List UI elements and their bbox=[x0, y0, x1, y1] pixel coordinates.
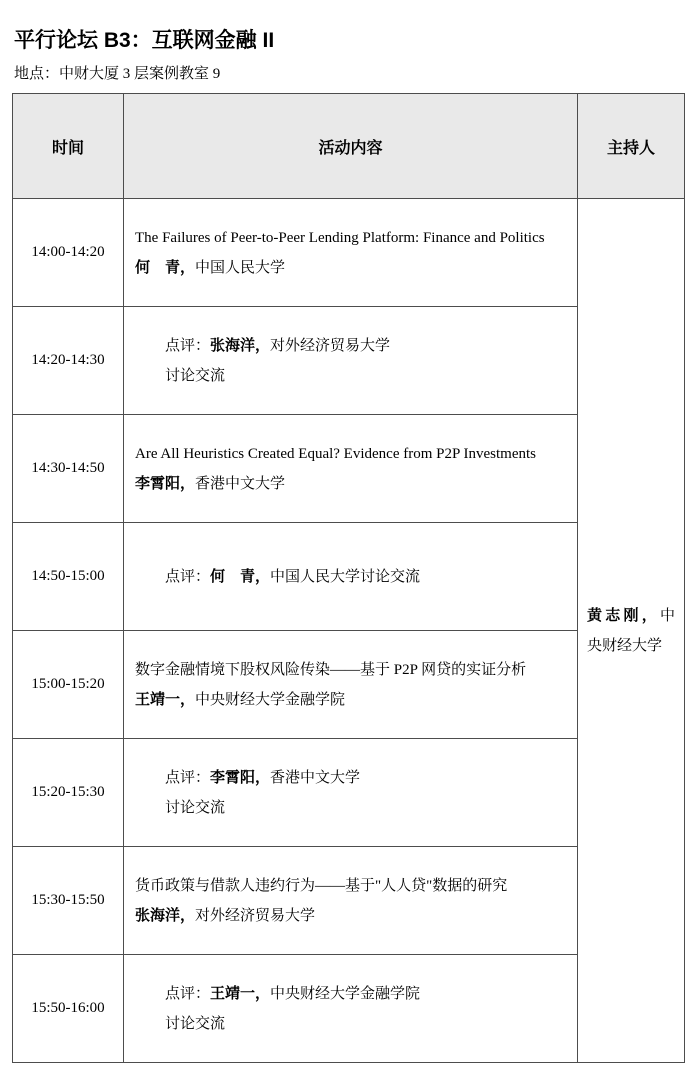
content-cell bbox=[124, 523, 578, 631]
speaker-affiliation: 对外经济贸易大学 bbox=[270, 337, 391, 354]
speaker-line bbox=[135, 469, 566, 499]
content-cell bbox=[124, 415, 578, 523]
speaker-affiliation: 中国人民大学讨论交流 bbox=[270, 568, 421, 585]
discussion-line: 讨论交流 bbox=[165, 367, 226, 384]
speaker-line bbox=[135, 901, 566, 931]
time-cell: 15:00-15:20 bbox=[13, 631, 124, 739]
speaker-name: 张海洋， bbox=[210, 336, 271, 354]
comment-label: 点评： bbox=[165, 337, 211, 354]
speaker-affiliation: 中国人民大学 bbox=[195, 259, 286, 276]
comment-line bbox=[165, 562, 566, 592]
discussion-line: 讨论交流 bbox=[165, 1015, 226, 1032]
comment-block bbox=[135, 331, 566, 391]
speaker-affiliation: 香港中文大学 bbox=[270, 769, 361, 786]
talk-title: Are All Heuristics Created Equal? Evidence from P2P Investments bbox=[135, 445, 537, 462]
content-cell bbox=[124, 955, 578, 1063]
location-line: 地点：中财大厦 3 层案例教室 9 bbox=[14, 66, 221, 82]
speaker-line bbox=[135, 253, 566, 283]
time-cell: 15:20-15:30 bbox=[13, 739, 124, 847]
comment-line bbox=[165, 763, 566, 793]
comment-label: 点评： bbox=[165, 568, 211, 585]
header-content: 活动内容 bbox=[124, 94, 578, 199]
time-cell: 14:20-14:30 bbox=[13, 307, 124, 415]
speaker-affiliation: 中央财经大学金融学院 bbox=[195, 691, 346, 708]
table-row bbox=[13, 199, 685, 307]
speaker-affiliation: 中央财经大学金融学院 bbox=[270, 985, 421, 1002]
comment-block bbox=[135, 763, 566, 823]
speaker-line bbox=[135, 685, 566, 715]
speaker-name: 何 青， bbox=[210, 567, 271, 585]
moderator-name: 黄志刚， bbox=[587, 606, 660, 624]
time-cell: 14:50-15:00 bbox=[13, 523, 124, 631]
speaker-name: 何 青， bbox=[135, 258, 196, 276]
content-cell bbox=[124, 847, 578, 955]
schedule-table bbox=[12, 93, 685, 1063]
talk-title: 货币政策与借款人违约行为——基于"人人贷"数据的研究 bbox=[135, 877, 508, 894]
content-cell bbox=[124, 199, 578, 307]
time-cell: 14:30-14:50 bbox=[13, 415, 124, 523]
comment-label: 点评： bbox=[165, 985, 211, 1002]
discussion-line: 讨论交流 bbox=[165, 799, 226, 816]
header-time: 时间 bbox=[13, 94, 124, 199]
time-cell: 14:00-14:20 bbox=[13, 199, 124, 307]
speaker-affiliation: 香港中文大学 bbox=[195, 475, 286, 492]
comment-label: 点评： bbox=[165, 769, 211, 786]
talk-title: The Failures of Peer-to-Peer Lending Platform: Finance and Politics bbox=[135, 229, 545, 246]
comment-line bbox=[165, 331, 566, 361]
speaker-name: 李霄阳， bbox=[210, 768, 271, 786]
page-title: 平行论坛 B3：互联网金融 II bbox=[14, 29, 275, 52]
moderator-affiliation: 中央财经大学 bbox=[587, 607, 675, 654]
content-cell bbox=[124, 307, 578, 415]
speaker-name: 李霄阳， bbox=[135, 474, 196, 492]
comment-line bbox=[165, 979, 566, 1009]
moderator-cell bbox=[578, 199, 685, 1063]
comment-block bbox=[135, 979, 566, 1039]
table-header-row bbox=[13, 94, 685, 199]
content-cell bbox=[124, 739, 578, 847]
speaker-name: 王靖一， bbox=[210, 984, 271, 1002]
content-cell bbox=[124, 631, 578, 739]
speaker-name: 张海洋， bbox=[135, 906, 196, 924]
header-moderator: 主持人 bbox=[578, 94, 685, 199]
speaker-affiliation: 对外经济贸易大学 bbox=[195, 907, 316, 924]
comment-block bbox=[135, 562, 566, 592]
time-cell: 15:50-16:00 bbox=[13, 955, 124, 1063]
talk-title: 数字金融情境下股权风险传染——基于 P2P 网贷的实证分析 bbox=[135, 661, 527, 678]
speaker-name: 王靖一， bbox=[135, 690, 196, 708]
time-cell: 15:30-15:50 bbox=[13, 847, 124, 955]
